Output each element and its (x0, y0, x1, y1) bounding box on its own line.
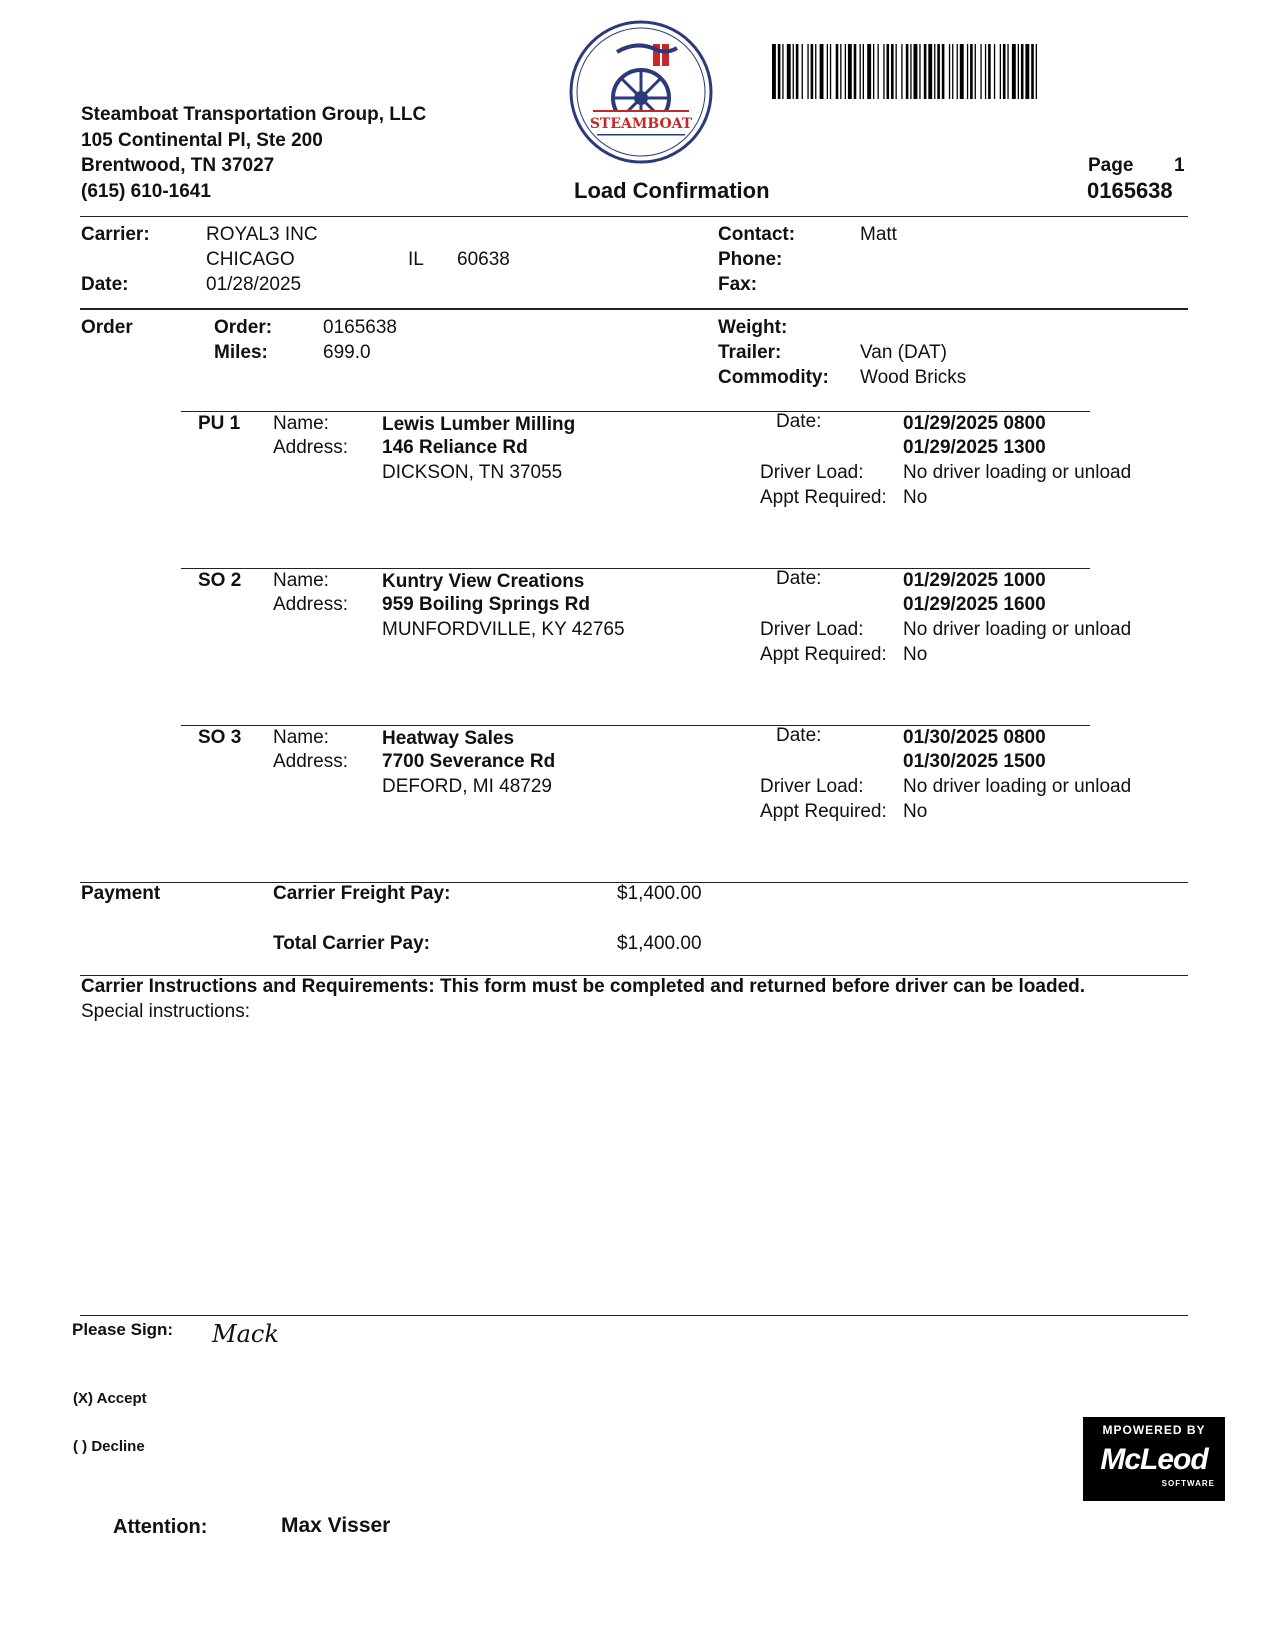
stop-pu-1 (0, 411, 1275, 551)
miles-label: Miles: (214, 342, 268, 363)
stop-name: Kuntry View Creations (382, 571, 585, 592)
order-section-label: Order (81, 317, 133, 338)
total-value: $1,400.00 (617, 933, 702, 954)
doc-number: 0165638 (1087, 178, 1173, 203)
page-label: Page (1088, 155, 1134, 176)
driver-load-label: Driver Load: (760, 619, 864, 640)
driver-load-value: No driver loading or unload (903, 462, 1132, 483)
carrier-state: IL (408, 249, 424, 270)
trailer-value: Van (DAT) (860, 342, 947, 363)
driver-load-label: Driver Load: (760, 776, 864, 797)
payment-section-label: Payment (81, 883, 161, 904)
miles-value: 699.0 (323, 342, 371, 363)
logo-text: STEAMBOAT (589, 116, 693, 132)
divider (80, 216, 1188, 217)
phone-label: Phone: (718, 249, 783, 270)
divider (181, 725, 1090, 726)
stop-city: DEFORD, MI 48729 (382, 776, 552, 797)
attention-name: Max Visser (281, 1514, 391, 1537)
accept-option[interactable]: (X) Accept (73, 1390, 147, 1407)
company-address2: Brentwood, TN 37027 (81, 155, 275, 176)
mcleod-badge (1083, 1417, 1225, 1501)
stop-so-3 (0, 725, 1275, 865)
stop-street: 7700 Severance Rd (382, 751, 556, 772)
signature-value[interactable]: Mack (212, 1320, 279, 1348)
appt-label: Appt Required: (760, 644, 887, 665)
date-label: Date: (776, 568, 822, 589)
carrier-zip: 60638 (457, 249, 510, 270)
total-label: Total Carrier Pay: (273, 933, 430, 954)
stop-so-2 (0, 568, 1275, 708)
commodity-label: Commodity: (718, 367, 829, 388)
date-to: 01/29/2025 1300 (903, 437, 1046, 458)
decline-option[interactable]: ( ) Decline (73, 1438, 145, 1455)
appt-value: No (903, 487, 928, 508)
stop-city: DICKSON, TN 37055 (382, 462, 563, 483)
contact-label: Contact: (718, 224, 796, 245)
driver-load-value: No driver loading or unload (903, 619, 1132, 640)
stop-street: 146 Reliance Rd (382, 437, 528, 458)
contact-value: Matt (860, 224, 897, 245)
order-value: 0165638 (323, 317, 397, 338)
driver-load-value: No driver loading or unload (903, 776, 1132, 797)
date-label: Date: (776, 411, 822, 432)
company-name: Steamboat Transportation Group, LLC (81, 104, 427, 125)
attention-label: Attention: (113, 1516, 208, 1538)
freight-label: Carrier Freight Pay: (273, 883, 451, 904)
date-value: 01/28/2025 (206, 274, 302, 295)
date-to: 01/30/2025 1500 (903, 751, 1046, 772)
weight-label: Weight: (718, 317, 788, 338)
company-address1: 105 Continental Pl, Ste 200 (81, 130, 323, 151)
date-label: Date: (81, 274, 129, 295)
appt-value: No (903, 801, 928, 822)
please-sign-label: Please Sign: (72, 1320, 174, 1339)
carrier-label: Carrier: (81, 224, 150, 245)
divider (80, 308, 1188, 310)
date-from: 01/30/2025 0800 (903, 727, 1046, 748)
address-label: Address: (273, 437, 348, 458)
trailer-label: Trailer: (718, 342, 782, 363)
company-phone: (615) 610-1641 (81, 181, 211, 202)
freight-value: $1,400.00 (617, 883, 702, 904)
page-title: Load Confirmation (574, 178, 770, 203)
steamboat-logo (567, 18, 715, 166)
stop-city: MUNFORDVILLE, KY 42765 (382, 619, 625, 640)
carrier-city: CHICAGO (206, 249, 295, 270)
name-label: Name: (273, 570, 329, 591)
badge-top-text: MPOWERED BY (1102, 1423, 1206, 1437)
order-label: Order: (214, 317, 273, 338)
badge-brand: McLeod (1100, 1443, 1208, 1476)
commodity-value: Wood Bricks (860, 367, 967, 388)
appt-label: Appt Required: (760, 487, 887, 508)
address-label: Address: (273, 751, 348, 772)
appt-value: No (903, 644, 928, 665)
badge-sub: SOFTWARE (1161, 1479, 1215, 1488)
date-to: 01/29/2025 1600 (903, 594, 1046, 615)
stop-id: PU 1 (198, 413, 241, 434)
divider (80, 1315, 1188, 1316)
stop-name: Heatway Sales (382, 728, 515, 749)
divider (181, 411, 1090, 412)
address-label: Address: (273, 594, 348, 615)
barcode (772, 44, 1268, 99)
page-number: 1 (1174, 155, 1185, 176)
stop-id: SO 2 (198, 570, 242, 591)
special-instructions-label: Special instructions: (81, 1001, 250, 1022)
driver-load-label: Driver Load: (760, 462, 864, 483)
fax-label: Fax: (718, 274, 758, 295)
date-label: Date: (776, 725, 822, 746)
instructions-heading: Carrier Instructions and Requirements: This form must be completed and returned before driver can be loaded. (81, 976, 1086, 997)
carrier-name: ROYAL3 INC (206, 224, 318, 245)
stop-id: SO 3 (198, 727, 242, 748)
divider (181, 568, 1090, 569)
name-label: Name: (273, 727, 329, 748)
name-label: Name: (273, 413, 329, 434)
date-from: 01/29/2025 1000 (903, 570, 1046, 591)
appt-label: Appt Required: (760, 801, 887, 822)
date-from: 01/29/2025 0800 (903, 413, 1046, 434)
stop-name: Lewis Lumber Milling (382, 414, 576, 435)
stop-street: 959 Boiling Springs Rd (382, 594, 590, 615)
